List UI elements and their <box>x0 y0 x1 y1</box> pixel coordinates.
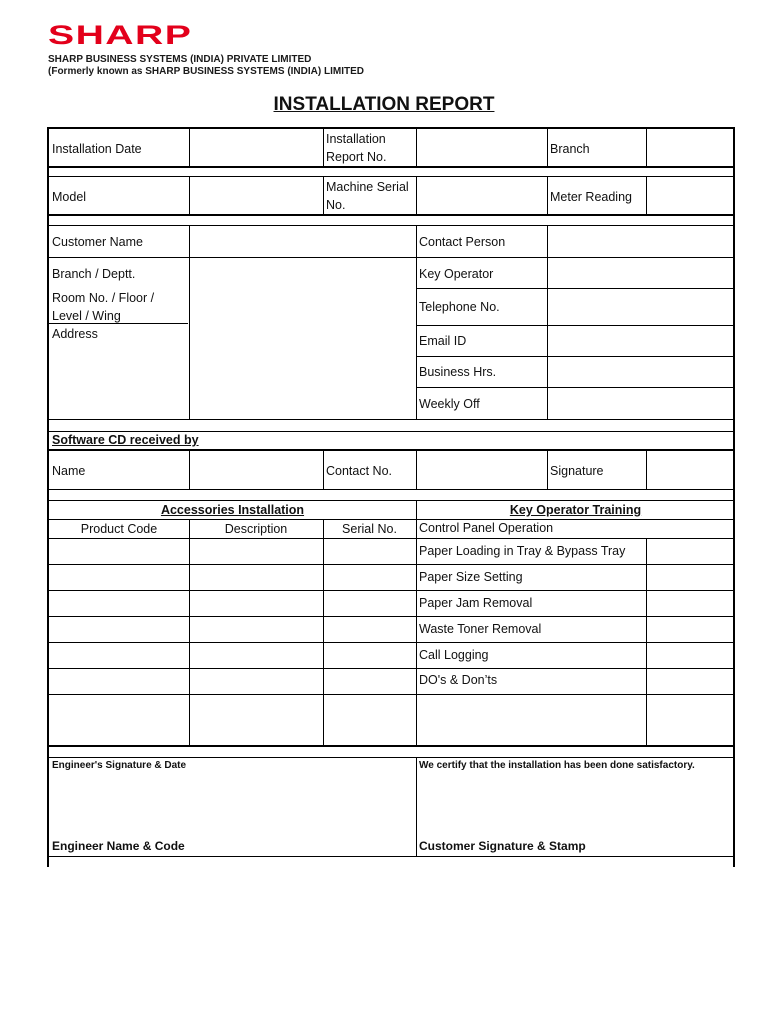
col-divider <box>547 176 548 214</box>
col-divider <box>416 500 417 746</box>
row-divider <box>416 387 735 388</box>
row-divider <box>49 419 735 420</box>
row-divider <box>49 449 735 451</box>
row-divider <box>49 166 735 168</box>
col-divider <box>416 129 417 166</box>
heading-software-cd: Software CD received by <box>52 433 199 447</box>
training-item: Control Panel Operation <box>419 521 554 535</box>
row-divider <box>416 325 735 326</box>
col-divider <box>547 129 548 166</box>
col-divider <box>323 176 324 214</box>
installation-form <box>47 127 735 867</box>
col-divider <box>189 129 190 166</box>
label-room-floor: Room No. / Floor / Level / Wing <box>52 291 155 323</box>
label-contact-no: Contact No. <box>326 464 393 478</box>
label-customer-signature-stamp: Customer Signature & Stamp <box>419 839 586 853</box>
col-divider <box>323 449 324 489</box>
label-meter-reading: Meter Reading <box>550 190 632 204</box>
label-customer-name: Customer Name <box>52 235 143 249</box>
col-divider <box>646 449 647 489</box>
company-line-2: (Formerly known as SHARP BUSINESS SYSTEMS (INDIA) LIMITED <box>48 66 364 77</box>
label-certify-statement: We certify that the installation has been done satisfactory. <box>419 760 695 771</box>
label-weekly-off: Weekly Off <box>419 397 480 411</box>
row-divider <box>49 257 735 258</box>
training-item: Waste Toner Removal <box>419 622 542 636</box>
training-item: Paper Jam Removal <box>419 596 533 610</box>
label-email-id: Email ID <box>419 334 467 348</box>
col-divider <box>416 757 417 856</box>
sharp-logo: SHARP <box>48 20 193 50</box>
training-item: Paper Size Setting <box>419 570 523 584</box>
row-divider <box>49 856 735 857</box>
label-business-hrs: Business Hrs. <box>419 365 497 379</box>
label-telephone-no: Telephone No. <box>419 300 500 314</box>
page-title: INSTALLATION REPORT <box>273 94 495 115</box>
heading-accessories-installation: Accessories Installation <box>160 503 305 517</box>
row-divider <box>416 288 735 289</box>
label-machine-serial-no: Machine Serial No. <box>326 180 409 212</box>
heading-key-operator-training: Key Operator Training <box>509 503 642 517</box>
row-divider <box>49 225 735 226</box>
col-divider <box>646 129 647 166</box>
row-divider <box>49 176 735 177</box>
col-header-product-code: Product Code <box>80 522 158 536</box>
col-divider <box>189 176 190 214</box>
company-name-block <box>48 54 364 78</box>
label-signature: Signature <box>550 464 604 478</box>
row-divider <box>49 590 735 591</box>
training-item: Paper Loading in Tray & Bypass Tray <box>419 544 626 558</box>
col-divider <box>646 538 647 745</box>
row-divider <box>49 668 735 669</box>
row-divider <box>49 564 735 565</box>
col-divider <box>323 129 324 166</box>
col-divider <box>416 225 417 419</box>
col-divider <box>547 225 548 419</box>
col-divider <box>416 176 417 214</box>
col-header-description: Description <box>224 522 288 536</box>
col-divider <box>323 519 324 745</box>
row-divider <box>49 538 735 539</box>
label-installation-date: Installation Date <box>52 142 142 156</box>
label-engineer-signature-date: Engineer's Signature & Date <box>52 760 187 771</box>
col-divider <box>416 449 417 489</box>
label-engineer-name-code: Engineer Name & Code <box>52 839 185 853</box>
row-divider <box>49 489 735 490</box>
label-key-operator: Key Operator <box>419 267 494 281</box>
col-header-serial-no: Serial No. <box>342 522 397 536</box>
col-divider <box>189 449 190 489</box>
label-branch-deptt: Branch / Deptt. <box>52 267 136 281</box>
row-divider <box>49 214 735 216</box>
row-divider <box>49 694 735 695</box>
col-divider <box>189 225 190 419</box>
label-address: Address <box>52 327 98 341</box>
row-divider <box>49 745 735 747</box>
training-item: Call Logging <box>419 648 489 662</box>
label-installation-report-no: Installation Report No. <box>326 132 387 164</box>
label-branch: Branch <box>550 142 590 156</box>
label-name: Name <box>52 464 86 478</box>
label-contact-person: Contact Person <box>419 235 506 249</box>
col-divider <box>189 519 190 745</box>
row-divider <box>416 356 735 357</box>
row-divider <box>49 642 735 643</box>
training-item: DO's & Don’ts <box>419 673 498 687</box>
company-line-1: SHARP BUSINESS SYSTEMS (INDIA) PRIVATE LIMITED <box>48 54 312 65</box>
col-divider <box>646 176 647 214</box>
row-divider <box>49 616 735 617</box>
label-model: Model <box>52 190 87 204</box>
col-divider <box>547 449 548 489</box>
